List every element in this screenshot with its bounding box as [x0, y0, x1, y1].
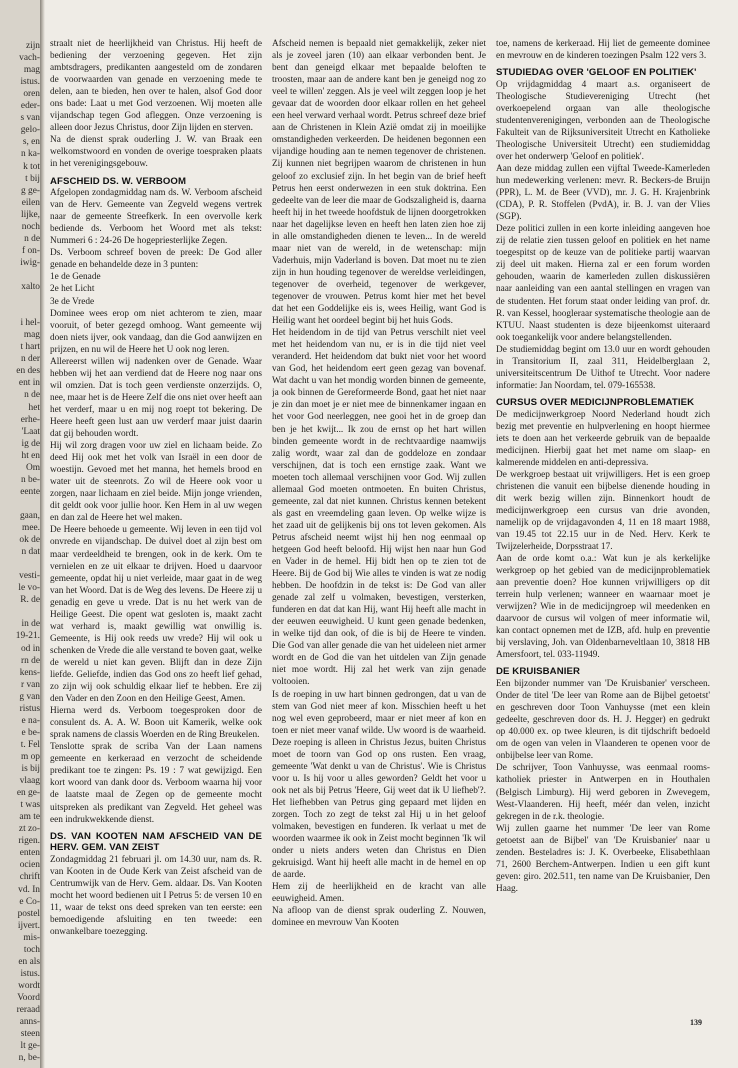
paragraph: 1e de Genade [50, 272, 101, 283]
gutter-line: wordt [18, 980, 40, 991]
gutter-line: vlaag [19, 776, 40, 787]
gutter-line: eilen [21, 197, 40, 208]
paragraph: De werkgroep bestaat uit vrijwilligers. Het is een groep christenen die vanuit een bijbelse dienende houding in dit werk bezig willen zijn. Binnenkort houdt de medicijnwerkgroep een cursus van drie avonden, namelijk op de vrijdagavonden 4, 11 en 18 maart 1988, van 19.45 tot 22.15 uur in de Ned. Herv. Kerk te Twijzelerheide, Dorpsstraat 17. [496, 469, 710, 553]
paragraph: Op vrijdagmiddag 4 maart a.s. organiseert de Theologische Studievereniging Utrecht (het overkoepelend orgaan van alle theologische studentenverenigingen, verbonden aan de Theologische Fakulteit van de Rijksuniversiteit Utrecht en Katholieke Theologische Universiteit Utrecht) een studiemiddag over het onderwerp 'Geloof en politiek'. [496, 79, 710, 162]
gutter-line: enten [19, 848, 40, 859]
section-heading: DS. VAN KOOTEN NAM AFSCHEID VAN DE HERV. GEM. VAN ZEIST [50, 830, 262, 854]
gutter-line: lt ge- [20, 1041, 40, 1052]
paragraph: Deze politici zullen in een korte inleiding aangeven hoe zij de relatie zien tussen geloof en politiek en het name toegespitst op de keuze van de politieke partij waarvan zij deel uit maken. Hierna zal er een forum worden gehouden, waarin de kamerleden zullen diskussiëren naar aanleiding van een aantal stellingen en vragen van de studenten. Het forum staat onder leiding van prof. dr. R. van Kessel, hoogleraar systematische theologie aan de KTUU. Naast studenten is deze bijeenkomst uiteraard ook toegankelijk voor andere belangstellenden. [496, 224, 710, 343]
gutter-line: istus. [20, 77, 40, 88]
gutter-line: R. de [20, 595, 40, 606]
gutter-line: r van [20, 679, 40, 690]
gutter-line: t. Fel [20, 739, 40, 750]
gutter-line: zijn [25, 41, 40, 51]
gutter-line: k tot [23, 161, 40, 172]
paragraph: toe, namens de kerkeraad. Hij liet de gemeente dominee en mevrouw en de kinderen toezingen Psalm 122 vers 3. [496, 39, 710, 62]
gutter-line: ht en [21, 450, 40, 461]
column-3 [496, 38, 710, 898]
gutter-line: ijvert. [17, 920, 40, 931]
gutter-line: kens- [19, 667, 40, 678]
gutter-line: n, be- [18, 1053, 40, 1064]
paragraph: Hij wil zorg dragen voor uw ziel en lichaam beide. Zo deed Hij ook met het volk van Israël in een door de woestijn. Gevoed met het manna, het hemels brood en water uit de steenrots. Zo wil de Heere ook voor u zorgen, naar lichaam en ziel beide. Mijn jonge vrienden, dit geldt ook voor jullie hoor. Ken Hem in al uw wegen en dan zal de Heere het wel maken. [50, 441, 262, 524]
gutter-line: i hel- [20, 318, 40, 329]
gutter-line: rn de [20, 655, 40, 666]
gutter-line: Om [25, 462, 40, 473]
paragraph: Aan de orde komt o.a.: Wat kun je als kerkelijke werkgroep op het gebied van de medicijnproblematiek aan preventie doen? Hoe kunnen vrijwilligers op dit terrein hulp verlenen; wanneer en waarnaar moet je verwijzen? Wie in de medicijngroep wil meedenken en daarvoor de cursus wil volgen of meer informatie wil, kan contact opnemen met de IZB, afd. hulp en preventie bij verslaving, Joh. van Oldenbarneveltlaan 10, 3818 HB Amersfoort, tel. 033-11949. [496, 554, 710, 661]
gutter-line: t hart [20, 342, 40, 353]
paragraph: Allereerst willen wij nadenken over de Genade. Waar hebben wij het aan verdiend dat de Heere nog naar ons wil omzien. Dat is toch geen verdienste onzerzijds. O, nee, maar het is de Heere Zelf die ons niet over heeft aan het verderf, maar u en mij nog roept tot bekering. De Heere heeft geen lust aan uw verderf maar juist daarin dat gij behouden wordt. [50, 356, 262, 440]
paragraph: Na de dienst sprak ouderling J. W. van Braak een welkomstwoord en vonden de overige toespraken plaats in het verenigingsgebouw. [50, 135, 262, 170]
section-heading: STUDIEDAG OVER 'GELOOF EN POLITIEK' [496, 67, 697, 79]
gutter-line: le vo- [18, 583, 40, 594]
gutter-line: mis- [23, 932, 40, 943]
gutter-line: eente [20, 486, 40, 497]
gutter-line: en des [16, 366, 40, 377]
gutter-line: rigen. [18, 836, 40, 847]
page-number: 139 [690, 1018, 702, 1027]
page-fold-shadow [40, 0, 45, 1068]
paragraph: Ds. Verboom schreef boven de preek: De God aller genade en behandelde deze in 3 punten: [50, 248, 262, 271]
gutter-line: t bij [25, 173, 40, 184]
column-2 [272, 38, 486, 1048]
paragraph: 3e de Vrede [50, 296, 95, 307]
paragraph: Na afloop van de dienst sprak ouderling Z. Nouwen, dominee en mevrouw Van Kooten [272, 906, 486, 929]
gutter-line: od in [20, 643, 40, 654]
paragraph: De medicijnwerkgroep Noord Nederland houdt zich bezig met preventie en hulpverlening en hoopt hiermee iets te doen aan het verkeerde gebruik van de bepaalde medicijnen. Hierbij gaat het met name om slaap- en kalmerende middelen en anti-depressiva. [496, 409, 710, 468]
paragraph: straalt niet de heerlijkheid van Christus. Hij heeft de bediening der verzoening gegeven. Het zijn ambtsdragers, predikanten aangesteld om de zondaren de voorwaarden van genade en verzoening mede te delen, aan te bieden, hen over te halen, alsof God door ons bade: Laat u met God verzoenen. Wij moeten alle vijandschap tegen God afleggen. Onze verzoening is alleen door Jezus Christus, door Zijn lijden en sterven. [50, 39, 262, 134]
gutter-line: anns- [19, 1017, 40, 1028]
gutter-line: vesti- [19, 571, 40, 582]
gutter-line: g van [19, 691, 40, 702]
gutter-line: ristus [19, 703, 40, 714]
gutter-line: e be- [21, 727, 40, 738]
paragraph: Zondagmiddag 21 februari jl. om 14.30 uur, nam ds. R. van Kooten in de Oude Kerk van Zeist afscheid van de Centrumwijk van de Herv. Gem. aldaar. Ds. Van Kooten mocht het woord bedienen uit I Petrus 5: de versen 10 en 11, waar de tekst ons deed spreken van ten eerste: een bemoedigende afsluiting en ten tweede: een onwankelbare toezegging. [50, 854, 262, 938]
gutter-line: gelo- [20, 125, 40, 136]
section-heading: CURSUS OVER MEDICIJNPROBLEMATIEK [496, 396, 695, 408]
gutter-line: s van [20, 113, 40, 124]
gutter-line: ig de [21, 438, 40, 449]
paragraph: Is de roeping in uw hart binnen gedrongen, dat u van de stem van God niet meer af kon. Misschien heeft u het nog wel even geprobeerd, maar er niet meer af kon en toen er niet meer vanaf wilde. Uw woord is de waarheid. Deze roeping is alleen in Christus Jezus, buiten Christus moet de toorn van God op ons rusten. Een vraag, gemeente 'Wat denkt u van de Christus'. Wie is Christus voor u. Is hij voor u alles geworden? Geldt het voor u ook net als bij Petrus 'Heere, Gij weet dat ik U liefheb'?. Het liefhebben van Petrus ging gepaard met lijden en zorgen. Toch zo zegt de tekst zal Hij u in het geloof volmaken, bevestigen en funderen. Ik verlaat u met de woorden waarmee ik ook in Zeist mocht beginnen 'Ik wil onder u niets anders weten dan Christus en Dien gekruisigd. Want hij heeft alle macht in de hemel en op de aarde. [272, 689, 486, 881]
gutter-line: in de [21, 619, 40, 630]
gutter-line: mee. [22, 523, 40, 533]
gutter-line: 'Laat [21, 426, 40, 437]
paragraph: Wij zullen gaarne het nummer 'De leer van Rome getoetst aan de Bijbel' van 'De Kruisbanier' naar u zenden. Besteladres is: J. K. Overbeeke, Elisabethlaan 71, 2600 Berchem-Antwerpen. Indien u een gift kunt geven: giro. 202.511, ten name van De Kruisbanier, Den Haag. [496, 823, 710, 894]
gutter-line: mag [23, 65, 40, 76]
paragraph: Een bijzonder nummer van 'De Kruisbanier' verscheen. Onder de titel 'De leer van Rome aan de Bijbel getoetst' en geschreven door Toon Vanhuysse (met een klein gedeelte, geschreven door ds. H. J. Hegger) en gedrukt op 40.000 ex. op twee kleuren, is dit tijdschrift bedoeld om de ogen van velen in Vlaanderen te openen voor de onbijbelse leer van Rome. [496, 679, 710, 762]
paragraph: Hierna werd ds. Verboom toegesproken door de consulent ds. A. A. W. Boon uit Kamerik, welke ook sprak namens de classis Woerden en de Ring Breukelen. [50, 706, 262, 741]
gutter-line: noch [21, 221, 40, 232]
gutter-line: steen [20, 1029, 40, 1040]
section-heading: DE KRUISBANIER [496, 666, 581, 678]
paragraph: De Heere behoede u gemeente. Wij leven in een tijd vol onvrede en vijandschap. De duivel doet al zijn best om maar verdeeldheid te brengen, ook in de kerk. Om te vernielen en ze uit elkaar te drijven. Hoed u daarvoor gemeente, opdat hij u niet verleide, maar gaat in de weg van het Woord. Dat is de Weg des levens. De Heere zij u genadig en geve u vrede. Dat is nu het werk van de Heilige Geest. Die opent wat gesloten is, maakt zacht wat verhard is, maakt gewillig wat onwillig is. Gemeente, is Hij ook reeds uw vrede? Hij wil ook u schenken de Vrede die alle verstand te boven gaat, welke de wereld u niet kan geven. Blijft dan in deze Zijn liefde. Geliefde, indien das God ons zo heeft lief gehad, zo zijn wij ook schuldig elkaar lief te hebben. Ere zij den Vader en den Zoon en den Heilige Geest, Amen. [50, 525, 262, 705]
gutter-line: am te [19, 812, 40, 823]
gutter-line: en ge- [16, 788, 40, 799]
previous-page-gutter [0, 0, 42, 1068]
gutter-line: en als [18, 956, 40, 967]
paragraph: 2e het Licht [50, 284, 95, 295]
gutter-line: Voord [17, 992, 40, 1003]
gutter-line: 19-21. [15, 631, 40, 642]
gutter-line: ent in [18, 378, 40, 389]
gutter-line: iwig- [20, 257, 40, 268]
gutter-line: e na- [21, 715, 40, 726]
gutter-line: n be- [20, 474, 40, 485]
gutter-line: het [28, 402, 40, 413]
gutter-line: n de [24, 233, 40, 244]
gutter-line: n dat [21, 547, 40, 558]
gutter-line: postel [17, 908, 40, 919]
gutter-line: e Co- [19, 896, 40, 907]
gutter-line: gaan, [19, 510, 40, 521]
gutter-line: n de [24, 390, 40, 401]
gutter-line: g ge- [20, 185, 40, 196]
paragraph: Hem zij de heerlijkheid en de kracht van alle eeuwigheid. Amen. [272, 882, 486, 905]
paragraph: Dominee wees erop om niet achterom te zien, maar vooruit, of beter gezegd omhoog. Want gemeente wij doen niets ijver, ook vandaag, dan die God aanwijzen en prijzen, en nu wil de Heere het U ook nog leren. [50, 308, 262, 355]
paragraph: Het heidendom in de tijd van Petrus verschilt niet veel met het heidendom van nu, er is in die tijd niet veel veranderd. Het heidendom dat bukt niet voor het woord van God, het heidendom eert geen gezag van bovenaf. Wat dacht u van het mondig worden binnen de gemeente, ja ook binnen de Gereformeerde Bond, gaat het niet naar je zin dan moet je er niet mee de binnenkamer ingaan en het voor God neerleggen, nee gooi het in de groep dan ben je het kwijt... Ik zou de ernst op het hart willen binden gemeente wordt in de rechtvaardige naamwijs zalig wordt, waar zal dan de goddeloze en zondaar verschijnen, dat is toch een ernstige zaak. Want we moeten toch allemaal verschijnen voor God. Wij zullen allemaal God moeten ontmoeten. En buiten Christus, gemeente, zal dat niet kunnen. Christus kennen betekent als gast en vreemdeling gaan leven. Op welke wijze is het zaad uit de gelijkenis bij ons tot leven gekomen. Als Petrus afscheid neemt wijst hij hen nog eenmaal op hetgeen God heeft beloofd. Hij wijst hen naar hun God en Vader in de hemel. Hij bidt hen op te zien tot de Heere. Bij de God bij Wie alles te vinden is wat ze nodig hebben. De hoofdzin in de tekst is: De God van aller genade zal zelf u volmaken, bevestigen, versterken, funderen en dat dat kan Hij, want Hij heeft alle macht in der eeuwen eeuwigheid. U kunt geen genade bedenken, in welke tijd dan ook, of die is bij de Heere te vinden. Die God van aller genade die van het uideleen niet armer wordt en de God die van het uitdelen van Zijn genade niet moe wordt. Hij zal het werk van zijn genade voltooien. [272, 328, 486, 688]
gutter-line: toch [23, 944, 40, 955]
paragraph: De studiemiddag begint om 13.0 uur en wordt gehouden in Transitorium II, zaal 311, Heidelberglaan 2, universiteitscentrum De Uithof te Utrecht. Voor nadere informatie: Jan Noordam, tel. 079-165538. [496, 344, 710, 391]
paragraph: Afgelopen zondagmiddag nam ds. W. Verboom afscheid van de Herv. Gemeente van Zegveld wegens vertrek naar de gemeente Streefkerk. In een overvolle kerk bediende ds. Verboom het Woord met als tekst: Nummeri 6 : 24-26 De hogepriesterlijke Zegen. [50, 188, 262, 247]
gutter-line: lijke, [20, 209, 40, 220]
paragraph: De schrijver, Toon Vanhuysse, was eenmaal rooms-katholiek priester in Antwerpen en in Houthalen (Belgisch Limburg). Hij werd geboren in Zwevegem, West-Vlaanderen. Hij heeft, méér dan velen, inzicht gekregen in de r.k. theologie. [496, 763, 710, 822]
gutter-line: mag [23, 330, 40, 341]
gutter-line: ocien [19, 860, 40, 871]
gutter-line: eder- [20, 101, 40, 112]
gutter-line: f on- [22, 245, 40, 256]
gutter-text [0, 0, 42, 1068]
gutter-line: m op [20, 751, 40, 762]
gutter-line: istus. [20, 968, 40, 979]
gutter-line: is bij [21, 764, 40, 774]
gutter-line: n ka- [20, 149, 40, 160]
gutter-line: erhe- [20, 414, 40, 425]
gutter-line: xalto [21, 282, 40, 292]
gutter-line: chrift [19, 872, 40, 883]
section-heading: AFSCHEID DS. W. VERBOOM [50, 175, 187, 187]
paragraph: Afscheid nemen is bepaald niet gemakkelijk, zeker niet als je zoveel jaren (10) aan elkaar verbonden bent. Je bent dan geneigd elkaar met bepaalde beloften te troosten, maar aan de andere kant ben je geneigd nog zo veel te willen' zeggen. Als je veel wilt zeggen loop je het gevaar dat de woorden door elkaar rollen en het geheel een heel verward verhaal wordt. Petrus schreef deze brief aan de Christenen in Klein Azië omdat zij in moeilijke omstandigheden verkeerden. De heidenen begonnen een vijandige houding aan te nemen tegenover de christenen. Zij kunnen niet begrijpen waarom de christenen in hun geloof zo exclusief zijn. In het begin van de brief heeft Petrus hen eerst onderwezen in een stuk doktrina. Een gedeelte van de leer die maar de Godszaligheid is, daarna heeft hij in het tweede hoofdstuk de lijnen doorgetrokken naar het dagelijkse leven en heeft hen laten zien hoe zij in alle omstandigheden dienen te leven... In de wereld maar niet van de wereld, in de wetenschap: mijn Vaderhuis, mijn Vaderland is boven. Dat moet nu te zien zijn in hun houding tegenover de wereldse verleidingen, tegenover de overheid, tegenover de werkgever, tegenover de vrouwen. Petrus komt hier met het bevel dat het een Goddelijke eis is, wees Heilig, want God is Heilig want het oordeel begint bij het huis Gods. [272, 39, 486, 327]
gutter-line: oren [23, 89, 40, 100]
column-1 [50, 38, 262, 1048]
gutter-line: vd. In [18, 884, 40, 895]
gutter-line: reraad [16, 1005, 40, 1015]
paragraph: Tenslotte sprak de scriba Van der Laan namens gemeente en kerkeraad en verzocht de scheidende predikant toe te zingen: Ps. 19 : 7 wat gewijzigd. Een kort woord van dank door ds. Verboom waarna hij voor de laatste maal de Zegen op de gemeente mocht uitspreken als predikant van Zegveld. Het geheel was een indrukwekkende dienst. [50, 742, 262, 825]
gutter-line: zt zo- [18, 824, 40, 835]
gutter-line: s, en [22, 137, 40, 148]
gutter-line: ok de [19, 535, 40, 546]
gutter-line: t was [20, 800, 40, 811]
gutter-line: vach- [19, 53, 40, 64]
gutter-line: n der [20, 354, 40, 365]
paragraph: Aan deze middag zullen een vijftal Tweede-Kamerleden hun medewerking verlenen: mevr. R. Beckers-de Bruijn (PPR), L. M. de Beer (VVD), mr. J. G. H. Krajenbrink (CDA), P. R. Stoffelen (PvdA), ir. B. J. van der Vlies (SGP). [496, 164, 710, 223]
